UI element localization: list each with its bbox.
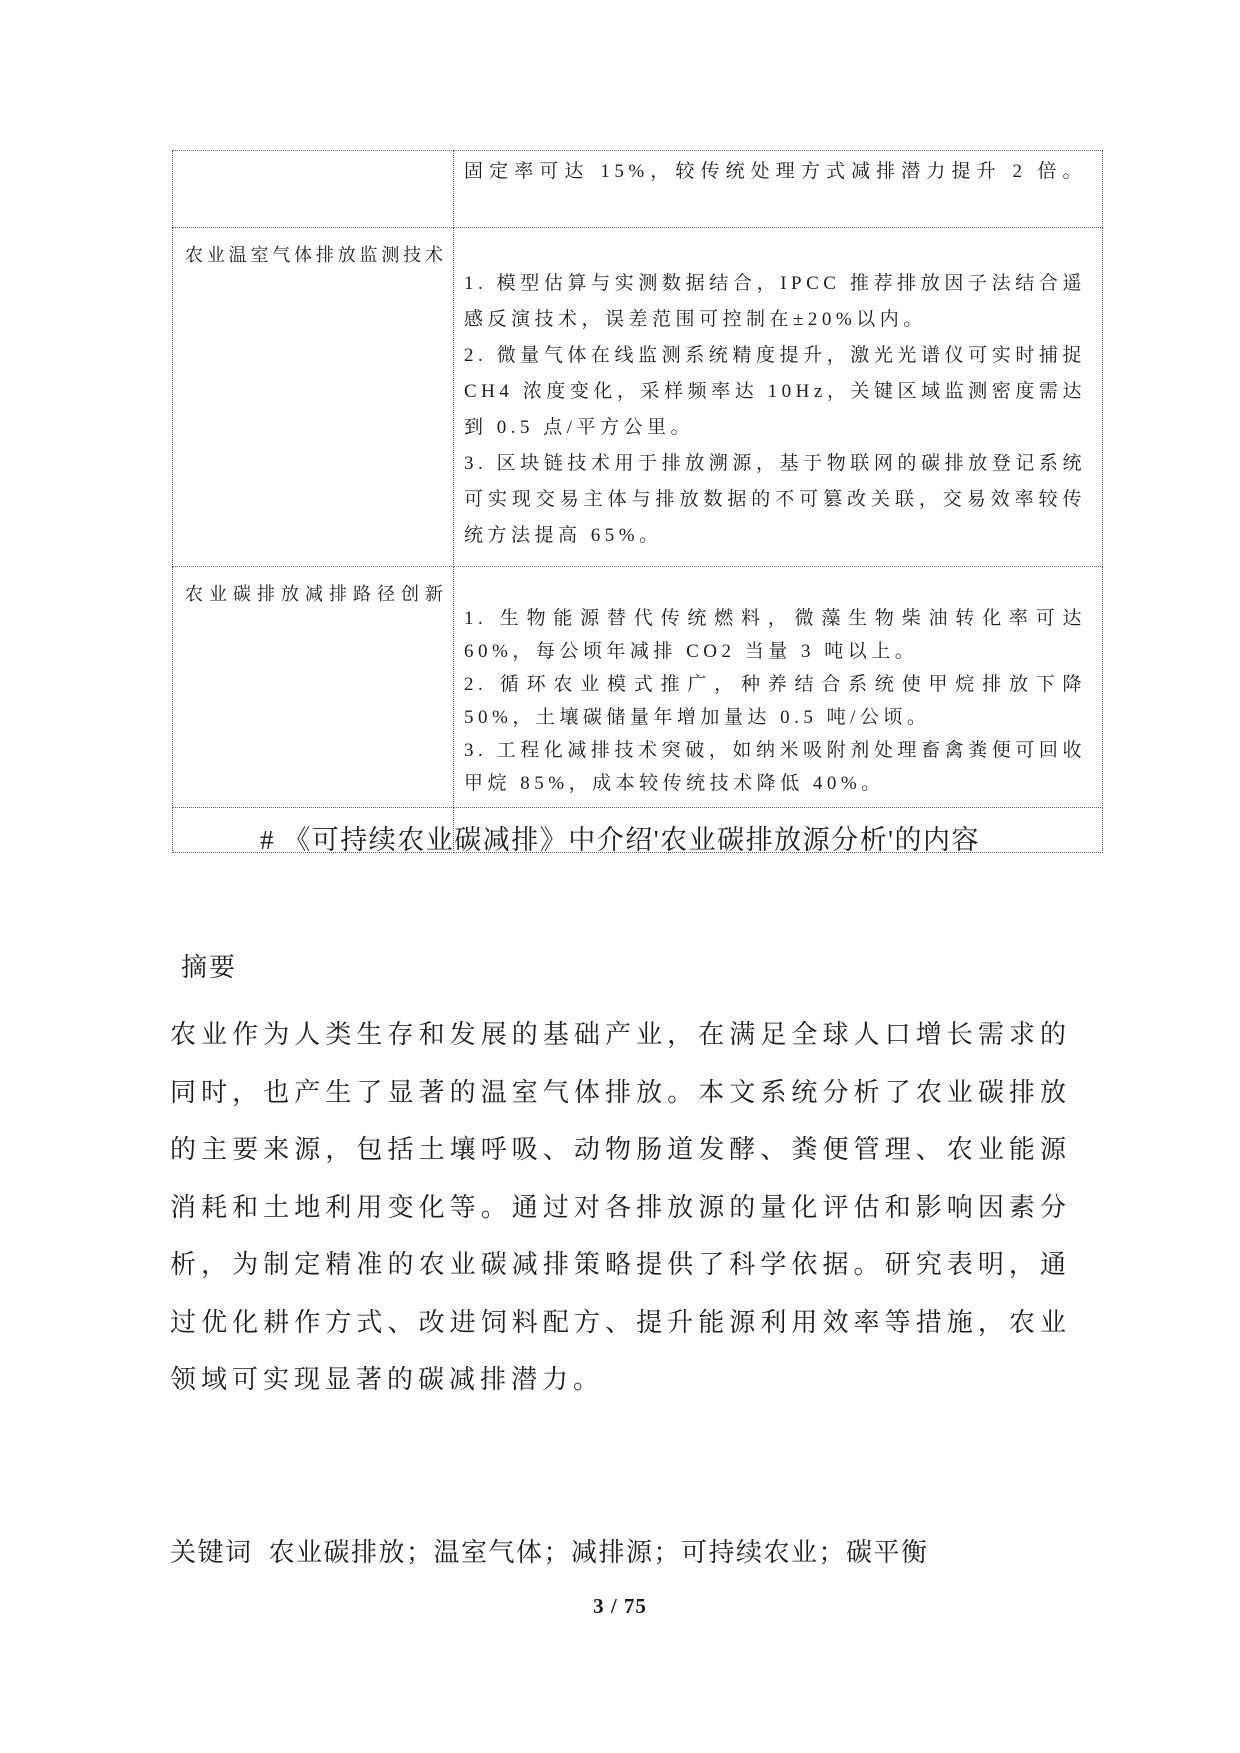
- table-paragraph: 1. 生物能源替代传统燃料，微藻生物柴油转化率可达 60%，每公顷年减排 CO2 当量 3 吨以上。: [464, 608, 1086, 662]
- table-paragraph: 3. 区块链技术用于排放溯源，基于物联网的碳排放登记系统可实现交易主体与排放数据的不可篡改关联，交易效率较传统方法提高 65%。: [464, 453, 1086, 546]
- cell-blank-line: [464, 230, 1086, 266]
- table-cell-label: [173, 228, 454, 567]
- row-label: 农业碳排放减排路径创新: [185, 584, 443, 604]
- table-paragraph: 3. 工程化减排技术突破，如纳米吸附剂处理畜禽粪便可回收甲烷 85%，成本较传统技术降低 40%。: [464, 740, 1086, 794]
- page-number: 3 / 75: [593, 1594, 647, 1618]
- table-cell-content: [454, 151, 1103, 228]
- keywords-line: 关键词 农业碳排放；温室气体；减排源；可持续农业；碳平衡: [170, 1538, 929, 1567]
- table-cell-label-empty: [173, 151, 454, 228]
- row-label: 农业温室气体排放监测技术: [185, 245, 443, 265]
- table-paragraph: 固定率可达 15%，较传统处理方式减排潜力提升 2 倍。: [464, 161, 1086, 182]
- abstract-label: 摘要: [181, 953, 238, 982]
- table-cell-content: [454, 228, 1103, 567]
- table-paragraph: 2. 循环农业模式推广，种养结合系统使甲烷排放下降 50%，土壤碳储量年增加量达 0.5 吨/公顷。: [464, 674, 1086, 728]
- abstract-text: 农业作为人类生存和发展的基础产业，在满足全球人口增长需求的同时，也产生了显著的温室气体排放。本文系统分析了农业碳排放的主要来源，包括土壤呼吸、动物肠道发酵、粪便管理、农业能源消耗和土地利用变化等。通过对各排放源的量化评估和影响因素分析，为制定精准的农业碳减排策略提供了科学依据。研究表明，通过优化耕作方式、改进饲料配方、提升能源利用效率等措施，农业领域可实现显著的碳减排潜力。: [170, 1020, 1071, 1394]
- table-cell-content: [454, 567, 1103, 808]
- table-cell-label: [173, 567, 454, 808]
- section-heading: # 《可持续农业碳减排》中介绍'农业碳排放源分析'的内容: [260, 825, 980, 855]
- content-table: [172, 150, 1103, 853]
- table-row: [173, 567, 1103, 808]
- table-paragraph: 2. 微量气体在线监测系统精度提升，激光光谱仪可实时捕捉 CH4 浓度变化，采样频率达 10Hz，关键区域监测密度需达到 0.5 点/平方公里。: [464, 345, 1086, 438]
- table-paragraph: 1. 模型估算与实测数据结合，IPCC 推荐排放因子法结合遥感反演技术，误差范围可控制在±20%以内。: [464, 273, 1086, 330]
- table-row: [173, 228, 1103, 567]
- cell-blank-line: [464, 569, 1086, 602]
- table-row: [173, 151, 1103, 228]
